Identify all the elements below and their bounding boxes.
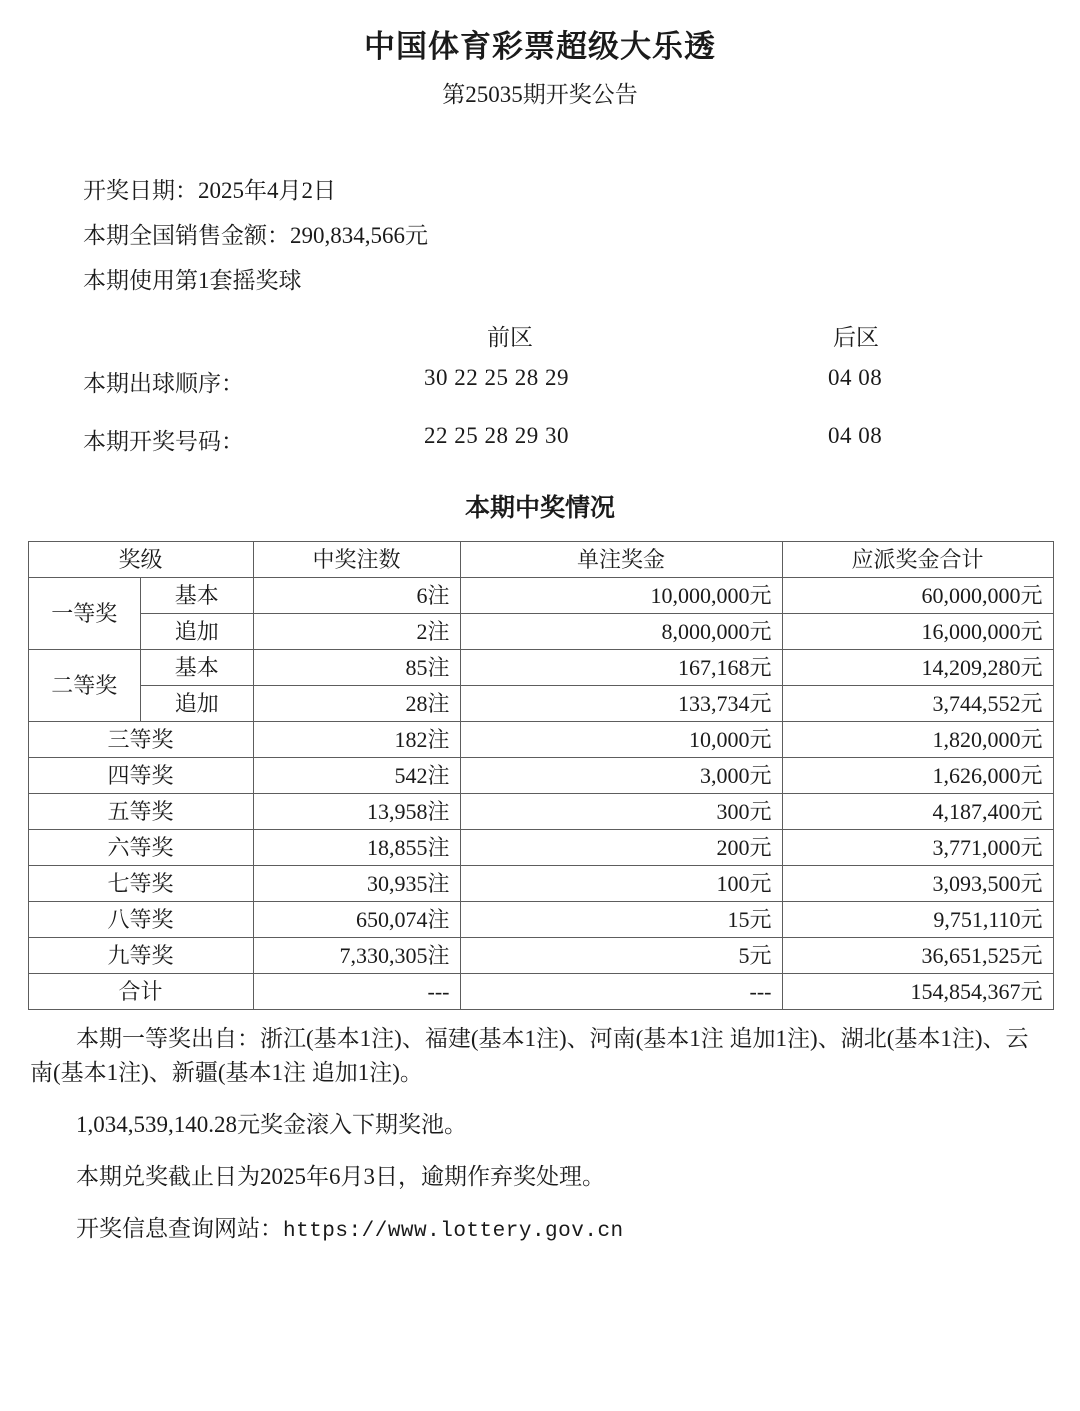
- cell-single-prize: ---: [460, 974, 782, 1010]
- winning-numbers-label: 本期开奖号码：: [83, 428, 244, 454]
- cell-total-prize: 16,000,000元: [782, 614, 1053, 650]
- cell-prize-subtype: 追加: [141, 686, 254, 722]
- header-total-prize: 应派奖金合计: [782, 542, 1053, 578]
- cell-prize-level: 二等奖: [28, 650, 141, 722]
- prize-table-wrapper: [28, 541, 1053, 1010]
- prize-table: [28, 541, 1054, 1010]
- cell-total-prize: 1,626,000元: [782, 758, 1053, 794]
- winning-numbers-row: [0, 423, 1080, 475]
- rollover-note: 1,034,539,140.28元奖金滚入下期奖池。: [76, 1112, 467, 1138]
- ball-order-row: [0, 365, 1080, 417]
- footer-notes: [0, 1022, 1080, 1249]
- table-row: [28, 974, 1053, 1010]
- table-row: [28, 614, 1053, 650]
- cell-prize-level: 六等奖: [28, 830, 253, 866]
- winning-front-numbers: 22 25 28 29 30: [424, 422, 569, 448]
- prize-section-heading: 本期中奖情况: [464, 494, 615, 522]
- table-row: [28, 866, 1053, 902]
- ball-order-label: 本期出球顺序：: [83, 370, 244, 396]
- website-url[interactable]: https://www.lottery.gov.cn: [283, 1220, 624, 1244]
- ball-order-front-numbers: 30 22 25 28 29: [424, 364, 569, 390]
- cell-prize-level: 九等奖: [28, 938, 253, 974]
- back-zone-label: 后区: [833, 324, 879, 350]
- table-row: [28, 758, 1053, 794]
- cell-total-prize: 14,209,280元: [782, 650, 1053, 686]
- cell-winning-count: 28注: [253, 686, 460, 722]
- redemption-deadline-note: 本期兑奖截止日为2025年6月3日，逾期作弃奖处理。: [76, 1164, 605, 1190]
- cell-single-prize: 167,168元: [460, 650, 782, 686]
- table-row: [28, 650, 1053, 686]
- cell-total-prize: 4,187,400元: [782, 794, 1053, 830]
- cell-winning-count: ---: [253, 974, 460, 1010]
- cell-single-prize: 15元: [460, 902, 782, 938]
- cell-single-prize: 5元: [460, 938, 782, 974]
- cell-total-prize: 3,093,500元: [782, 866, 1053, 902]
- table-header-row: [28, 542, 1053, 578]
- table-row: [28, 794, 1053, 830]
- cell-total-prize: 36,651,525元: [782, 938, 1053, 974]
- cell-total-prize: 1,820,000元: [782, 722, 1053, 758]
- page-title: 中国体育彩票超级大乐透: [364, 29, 716, 64]
- cell-single-prize: 200元: [460, 830, 782, 866]
- header-single-prize: 单注奖金: [460, 542, 782, 578]
- zone-header-row: [0, 319, 1080, 359]
- cell-total-prize: 154,854,367元: [782, 974, 1053, 1010]
- prize-table-head: [28, 542, 1053, 578]
- cell-prize-level: 合计: [28, 974, 253, 1010]
- header-prize-level: 奖级: [28, 542, 253, 578]
- table-row: [28, 578, 1053, 614]
- front-zone-label: 前区: [487, 324, 533, 350]
- page-subtitle: 第25035期开奖公告: [442, 81, 638, 107]
- winning-back-numbers: 04 08: [828, 422, 883, 448]
- cell-prize-level: 五等奖: [28, 794, 253, 830]
- cell-single-prize: 300元: [460, 794, 782, 830]
- cell-total-prize: 60,000,000元: [782, 578, 1053, 614]
- cell-total-prize: 3,771,000元: [782, 830, 1053, 866]
- cell-winning-count: 30,935注: [253, 866, 460, 902]
- cell-prize-level: 七等奖: [28, 866, 253, 902]
- website-label: 开奖信息查询网站：: [76, 1216, 283, 1242]
- cell-prize-level: 一等奖: [28, 578, 141, 650]
- cell-winning-count: 182注: [253, 722, 460, 758]
- cell-single-prize: 100元: [460, 866, 782, 902]
- cell-winning-count: 2注: [253, 614, 460, 650]
- cell-winning-count: 6注: [253, 578, 460, 614]
- table-row: [28, 938, 1053, 974]
- cell-total-prize: 3,744,552元: [782, 686, 1053, 722]
- cell-prize-level: 四等奖: [28, 758, 253, 794]
- cell-winning-count: 542注: [253, 758, 460, 794]
- draw-info-block: [0, 168, 1080, 303]
- cell-winning-count: 85注: [253, 650, 460, 686]
- table-row: [28, 902, 1053, 938]
- cell-single-prize: 10,000元: [460, 722, 782, 758]
- cell-single-prize: 10,000,000元: [460, 578, 782, 614]
- prize-table-body: [28, 578, 1053, 1010]
- table-row: [28, 830, 1053, 866]
- cell-winning-count: 13,958注: [253, 794, 460, 830]
- cell-single-prize: 133,734元: [460, 686, 782, 722]
- table-row: [28, 722, 1053, 758]
- ball-order-back-numbers: 04 08: [828, 364, 883, 390]
- draw-date-line: 开奖日期：2025年4月2日: [83, 177, 336, 203]
- cell-prize-subtype: 基本: [141, 578, 254, 614]
- cell-prize-subtype: 基本: [141, 650, 254, 686]
- cell-winning-count: 7,330,305注: [253, 938, 460, 974]
- cell-prize-subtype: 追加: [141, 614, 254, 650]
- first-prize-origin-note: 本期一等奖出自：浙江(基本1注)、福建(基本1注)、河南(基本1注 追加1注)、湖北(基本1注)、云南(基本1注)、新疆(基本1注 追加1注)。: [30, 1026, 1029, 1086]
- website-note: [30, 1212, 1050, 1249]
- national-sales-line: 本期全国销售金额：290,834,566元: [83, 222, 428, 248]
- lottery-announcement-page: [0, 26, 1080, 1411]
- cell-prize-level: 八等奖: [28, 902, 253, 938]
- header-winning-count: 中奖注数: [253, 542, 460, 578]
- cell-winning-count: 18,855注: [253, 830, 460, 866]
- ball-set-line: 本期使用第1套摇奖球: [83, 267, 302, 293]
- cell-prize-level: 三等奖: [28, 722, 253, 758]
- cell-single-prize: 3,000元: [460, 758, 782, 794]
- cell-single-prize: 8,000,000元: [460, 614, 782, 650]
- table-row: [28, 686, 1053, 722]
- cell-total-prize: 9,751,110元: [782, 902, 1053, 938]
- cell-winning-count: 650,074注: [253, 902, 460, 938]
